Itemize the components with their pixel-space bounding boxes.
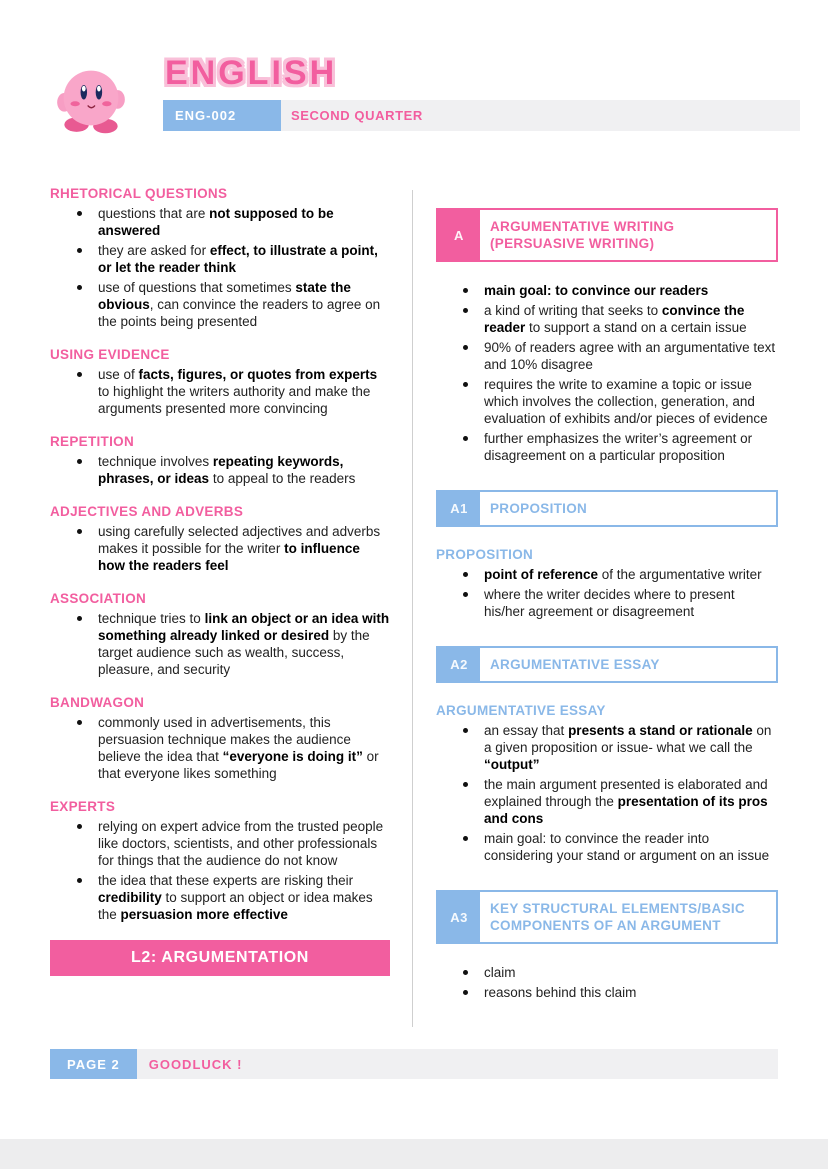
bullet-item bbox=[50, 872, 390, 923]
bullet-text-bold: link an object or an idea with something already linked or desired bbox=[98, 611, 390, 643]
bullet-text-bold: not supposed to be answered bbox=[98, 206, 334, 238]
page-bottom-edge bbox=[0, 1139, 828, 1169]
topic-card-title: KEY STRUCTURAL ELEMENTS/BASIC COMPONENTS OF AN ARGUMENT bbox=[490, 901, 745, 933]
bullet-text-bold: repeating keywords, phrases, or ideas bbox=[98, 454, 344, 486]
bullet-item bbox=[436, 586, 778, 620]
topic-card bbox=[436, 490, 778, 527]
bullet-item bbox=[436, 722, 778, 773]
section-heading: ASSOCIATION bbox=[50, 591, 147, 606]
bullet-text-bold: “output” bbox=[484, 757, 540, 772]
section-heading: REPETITION bbox=[50, 434, 135, 449]
topic-card-title: PROPOSITION bbox=[490, 501, 588, 516]
bullet-text: they are asked for bbox=[98, 243, 210, 258]
bullet-text: requires the write to examine a topic or issue which involves the collection, generation, and evaluation of exhibits and/or pieces of evidence bbox=[484, 377, 768, 426]
bullet-text: a kind of writing that seeks to bbox=[484, 303, 662, 318]
kirby-icon bbox=[55, 62, 127, 134]
header-bar bbox=[163, 100, 800, 131]
footer-message: GOODLUCK ! bbox=[148, 1056, 243, 1072]
bullet-item bbox=[436, 566, 778, 583]
bullet-text-bold: “everyone is doing it” bbox=[222, 749, 363, 764]
bullet-item bbox=[436, 302, 778, 336]
bullet-item bbox=[50, 366, 390, 417]
left-sections bbox=[50, 186, 390, 923]
section-heading: EXPERTS bbox=[50, 799, 116, 814]
bullet-text: use of questions that sometimes bbox=[98, 280, 296, 295]
bullet-item bbox=[50, 453, 390, 487]
topic-group bbox=[436, 890, 778, 1001]
bullet-list bbox=[436, 722, 778, 864]
bullet-list bbox=[50, 366, 390, 417]
bullet-text-bold: presentation of its pros and cons bbox=[484, 794, 768, 826]
bullet-text-bold: point of reference bbox=[484, 567, 599, 582]
bullet-item bbox=[436, 282, 778, 299]
bullet-item bbox=[50, 818, 390, 869]
note-section bbox=[50, 695, 390, 782]
bullet-text-bold: effect, to illustrate a point, or let the reader think bbox=[98, 243, 378, 275]
page-number-badge: PAGE 2 bbox=[50, 1049, 137, 1079]
bullet-text: use of bbox=[98, 367, 139, 382]
lesson-banner: L2: ARGUMENTATION bbox=[50, 940, 390, 976]
bullet-text-bold: state the obvious bbox=[98, 280, 351, 312]
bullet-list bbox=[50, 453, 390, 487]
bullet-text: or that everyone likes something bbox=[98, 749, 379, 781]
bullet-item bbox=[50, 279, 390, 330]
bullet-text: claim bbox=[484, 965, 516, 980]
bullet-text: to support an object or idea makes the bbox=[98, 890, 373, 922]
topic-card-title: ARGUMENTATIVE ESSAY bbox=[490, 657, 660, 672]
bullet-list bbox=[50, 818, 390, 923]
topic-badge: A3 bbox=[438, 892, 480, 942]
bullet-item bbox=[436, 339, 778, 373]
bullet-item bbox=[50, 610, 390, 678]
section-heading: USING EVIDENCE bbox=[50, 347, 170, 362]
bullet-text: 90% of readers agree with an argumentative text and 10% disagree bbox=[484, 340, 776, 372]
note-section bbox=[50, 186, 390, 330]
bullet-text: on a given proposition or issue- what we call the bbox=[484, 723, 772, 755]
right-column bbox=[436, 186, 778, 1027]
bullet-text-bold: credibility bbox=[98, 890, 162, 905]
bullet-text-bold: to influence how the readers feel bbox=[98, 541, 360, 573]
bullet-item bbox=[50, 242, 390, 276]
bullet-text: where the writer decides where to present his/her agreement or disagreement bbox=[484, 587, 735, 619]
content-columns bbox=[50, 186, 778, 1027]
quarter-label: SECOND QUARTER bbox=[291, 108, 423, 123]
bullet-text-bold: persuasion more effective bbox=[120, 907, 288, 922]
bullet-item bbox=[436, 376, 778, 427]
bullet-text-bold: facts, figures, or quotes from experts bbox=[138, 367, 378, 382]
bullet-text-bold: convince the reader bbox=[484, 303, 745, 335]
topic-group bbox=[436, 490, 778, 620]
topic-card bbox=[436, 890, 778, 944]
header-right bbox=[163, 56, 800, 131]
topic-card bbox=[436, 208, 778, 262]
bullet-list bbox=[436, 964, 778, 1001]
topic-card bbox=[436, 646, 778, 683]
note-section bbox=[50, 799, 390, 923]
bullet-list bbox=[50, 523, 390, 574]
page-footer bbox=[50, 1049, 778, 1079]
bullet-text: to appeal to the readers bbox=[209, 471, 356, 486]
bullet-list bbox=[436, 566, 778, 620]
bullet-item bbox=[436, 430, 778, 464]
bullet-text-bold: presents a stand or rationale bbox=[568, 723, 753, 738]
bullet-item bbox=[436, 830, 778, 864]
bullet-text: commonly used in advertisements, this persuasion technique makes the audience believe the idea that bbox=[98, 715, 351, 764]
bullet-text: technique involves bbox=[98, 454, 213, 469]
subject-title: ENGLISH bbox=[165, 54, 338, 92]
bullet-text: further emphasizes the writer’s agreement or disagreement on a particular proposition bbox=[484, 431, 753, 463]
topic-subheading: ARGUMENTATIVE ESSAY bbox=[436, 703, 606, 718]
note-section bbox=[50, 504, 390, 574]
bullet-text: the idea that these experts are risking their bbox=[98, 873, 354, 888]
bullet-text: technique tries to bbox=[98, 611, 205, 626]
bullet-text: reasons behind this claim bbox=[484, 985, 637, 1000]
bullet-text-bold: main goal: to convince our readers bbox=[484, 283, 709, 298]
column-divider bbox=[412, 190, 413, 1027]
bullet-item bbox=[436, 964, 778, 981]
bullet-text: an essay that bbox=[484, 723, 569, 738]
bullet-item bbox=[50, 714, 390, 782]
note-section bbox=[50, 347, 390, 417]
topic-badge: A1 bbox=[438, 492, 480, 525]
topic-group bbox=[436, 208, 778, 464]
topic-badge: A2 bbox=[438, 648, 480, 681]
bullet-text: by the target audience such as wealth, success, pleasure, and security bbox=[98, 628, 370, 677]
note-section bbox=[50, 434, 390, 487]
bullet-text: questions that are bbox=[98, 206, 210, 221]
bullet-text: , can convince the readers to agree on the points being presented bbox=[98, 297, 381, 329]
page-header bbox=[0, 0, 828, 134]
course-code-badge: ENG-002 bbox=[163, 100, 281, 131]
section-heading: BANDWAGON bbox=[50, 695, 145, 710]
bullet-text: relying on expert advice from the trusted people like doctors, scientists, and other professionals for things that the audience do not know bbox=[98, 819, 384, 868]
topic-subheading: PROPOSITION bbox=[436, 547, 534, 562]
bullet-list bbox=[50, 714, 390, 782]
bullet-item bbox=[436, 984, 778, 1001]
bullet-text: the main argument presented is elaborated and explained through the bbox=[484, 777, 768, 809]
section-heading: ADJECTIVES AND ADVERBS bbox=[50, 504, 244, 519]
bullet-list bbox=[50, 610, 390, 678]
note-section bbox=[50, 591, 390, 678]
bullet-list bbox=[436, 282, 778, 464]
bullet-item bbox=[50, 205, 390, 239]
left-column bbox=[50, 186, 390, 976]
bullet-text: main goal: to convince the reader into considering your stand or argument on an issue bbox=[484, 831, 770, 863]
bullet-text: using carefully selected adjectives and adverbs makes it possible for the writer bbox=[98, 524, 381, 556]
bullet-item bbox=[50, 523, 390, 574]
section-heading: RHETORICAL QUESTIONS bbox=[50, 186, 228, 201]
topic-badge: A bbox=[438, 210, 480, 260]
bullet-text: to highlight the writers authority and make the arguments presented more convincing bbox=[98, 384, 371, 416]
right-groups bbox=[436, 208, 778, 1001]
bullet-text: to support a stand on a certain issue bbox=[525, 320, 747, 335]
topic-card-title: ARGUMENTATIVE WRITING (PERSUASIVE WRITING) bbox=[490, 219, 675, 251]
bullet-list bbox=[50, 205, 390, 330]
bullet-text: of the argumentative writer bbox=[598, 567, 762, 582]
topic-group bbox=[436, 646, 778, 864]
bullet-item bbox=[436, 776, 778, 827]
